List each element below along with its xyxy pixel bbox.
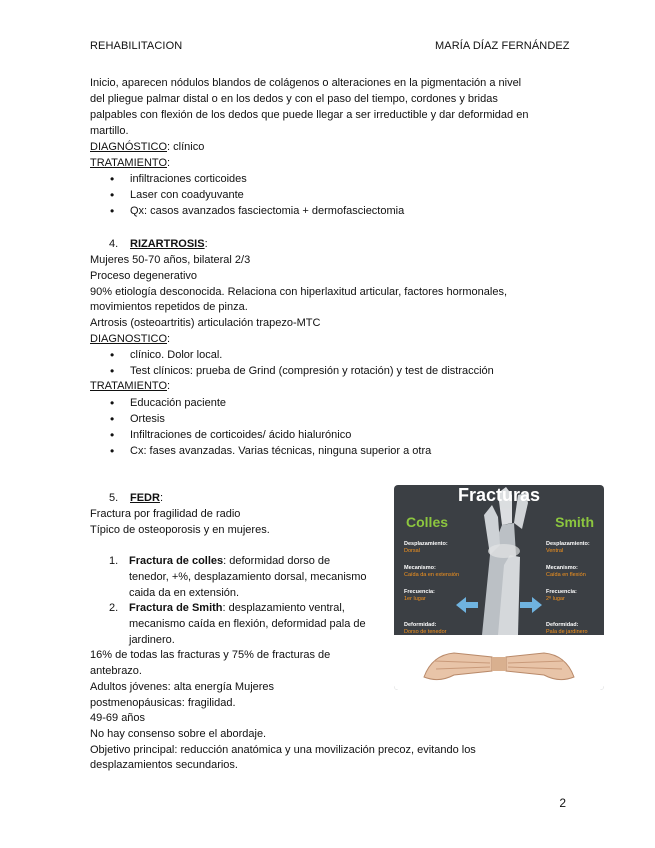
smith-value: 2º lugar — [546, 596, 565, 602]
intro-line: martillo. — [90, 125, 129, 137]
list-item-text: : deformidad dorso de — [223, 555, 331, 567]
list-item-text: jardinero. — [129, 634, 175, 646]
list-item-bold: Fractura de colles — [129, 555, 224, 567]
smith-value: Ventral — [546, 548, 564, 554]
diagnosis-line — [90, 332, 170, 347]
section-heading — [130, 237, 208, 252]
section-colon: : — [204, 238, 208, 250]
colles-value: 1er lugar — [404, 596, 426, 602]
diagnosis-label: DIAGNOSTICO — [90, 333, 168, 345]
smith-value: Caída en flexión — [546, 572, 586, 578]
section-number: 5. — [109, 492, 119, 504]
text-line: Artrosis (osteoartritis) articulación trapezo-MTC — [90, 317, 321, 329]
section-title: FEDR — [130, 492, 160, 504]
page-number: 2 — [559, 796, 566, 810]
section-number: 4. — [109, 238, 119, 250]
colles-label: Deformidad: — [404, 622, 437, 628]
diagnosis-colon: : — [167, 333, 171, 345]
list-item-text: : desplazamiento ventral, — [222, 602, 345, 614]
text-line: 49-69 años — [90, 712, 146, 724]
text-line: antebrazo. — [90, 665, 142, 677]
list-item: • clínico. Dolor local. — [130, 348, 222, 363]
text-line: Mujeres 50-70 años, bilateral 2/3 — [90, 254, 251, 266]
list-number: 2. — [109, 602, 119, 614]
header-right: MARÍA DÍAZ FERNÁNDEZ — [435, 40, 570, 52]
fractures-figure — [394, 485, 604, 690]
list-item — [129, 554, 330, 569]
colles-value: Dorso de tenedor — [404, 629, 447, 635]
list-item: • Educación paciente — [130, 396, 226, 411]
smith-label: Desplazamiento: — [546, 541, 590, 547]
text-line: postmenopáusicas: fragilidad. — [90, 697, 236, 709]
diagnosis-line — [90, 140, 204, 155]
list-number: 1. — [109, 555, 119, 567]
list-item: • Ortesis — [130, 412, 165, 427]
treatment-label: TRATAMIENTO — [90, 380, 167, 392]
treatment-line — [90, 156, 170, 171]
list-item-text: mecanismo caída en flexión, deformidad pala de — [129, 618, 366, 630]
intro-line: palpables con flexión de los dedos que puede llegar a ser irreductible y dar deformidad en — [90, 109, 529, 121]
diagnosis-value: : clínico — [167, 141, 205, 153]
colles-label: Frecuencia: — [404, 589, 435, 595]
text-line: Proceso degenerativo — [90, 270, 198, 282]
intro-line: del pliegue palmar distal o en los dedos y con el paso del tiempo, cordones y bridas — [90, 93, 498, 105]
header-left: REHABILITACION — [90, 40, 183, 52]
colles-value: Caída da en extensión — [404, 572, 460, 578]
treatment-line — [90, 379, 170, 394]
treatment-label: TRATAMIENTO — [90, 157, 167, 169]
list-item: • Laser con coadyuvante — [130, 188, 244, 203]
list-item: • Cx: fases avanzadas. Varias técnicas, ninguna superior a otra — [130, 444, 431, 459]
list-item-text: caida da en extensión. — [129, 587, 240, 599]
text-line: desplazamientos secundarios. — [90, 759, 238, 771]
colles-label: Mecanismo: — [404, 565, 436, 571]
treatment-colon: : — [167, 380, 171, 392]
list-item: • Test clínicos: prueba de Grind (compresión y rotación) y test de distracción — [130, 364, 494, 379]
list-item-text: tenedor, +%, desplazamiento dorsal, mecanismo — [129, 571, 367, 583]
text-line: movimientos repetidos de pinza. — [90, 301, 248, 313]
text-line: Típico de osteoporosis y en mujeres. — [90, 524, 270, 536]
list-item: • Qx: casos avanzados fasciectomia + dermofasciectomia — [130, 204, 404, 219]
text-line: 16% de todas las fracturas y 75% de fracturas de — [90, 649, 331, 661]
section-heading — [130, 491, 163, 506]
diagnosis-label: DIAGNÓSTICO — [90, 141, 168, 153]
intro-line: Inicio, aparecen nódulos blandos de colágenos o alteraciones en la pigmentación a nivel — [90, 77, 522, 89]
colles-value: Dorsal — [404, 548, 420, 554]
colles-label: Desplazamiento: — [404, 541, 448, 547]
list-item-bold: Fractura de Smith — [129, 602, 223, 614]
smith-label: Mecanismo: — [546, 565, 578, 571]
text-line: Objetivo principal: reducción anatómica y una movilización precoz, evitando los — [90, 744, 476, 756]
text-line: 90% etiología desconocida. Relaciona con hiperlaxitud articular, factores hormonales, — [90, 286, 508, 298]
section-title: RIZARTROSIS — [130, 238, 205, 250]
text-line: No hay consenso sobre el abordaje. — [90, 728, 267, 740]
list-item: • Infiltraciones de corticoides/ ácido hialurónico — [130, 428, 351, 443]
smith-title: Smith — [555, 514, 594, 530]
list-item: • infiltraciones corticoides — [130, 172, 247, 187]
figure-title: Fracturas — [457, 485, 541, 505]
smith-label: Frecuencia: — [546, 589, 577, 595]
text-line: Adultos jóvenes: alta energía Mujeres — [90, 681, 275, 693]
smith-label: Deformidad: — [546, 622, 579, 628]
smith-value: Pala de jardinero — [546, 629, 588, 635]
colles-title: Colles — [406, 514, 449, 530]
text-line: Fractura por fragilidad de radio — [90, 508, 241, 520]
list-item — [129, 601, 345, 616]
treatment-colon: : — [167, 157, 171, 169]
section-colon: : — [159, 492, 164, 504]
